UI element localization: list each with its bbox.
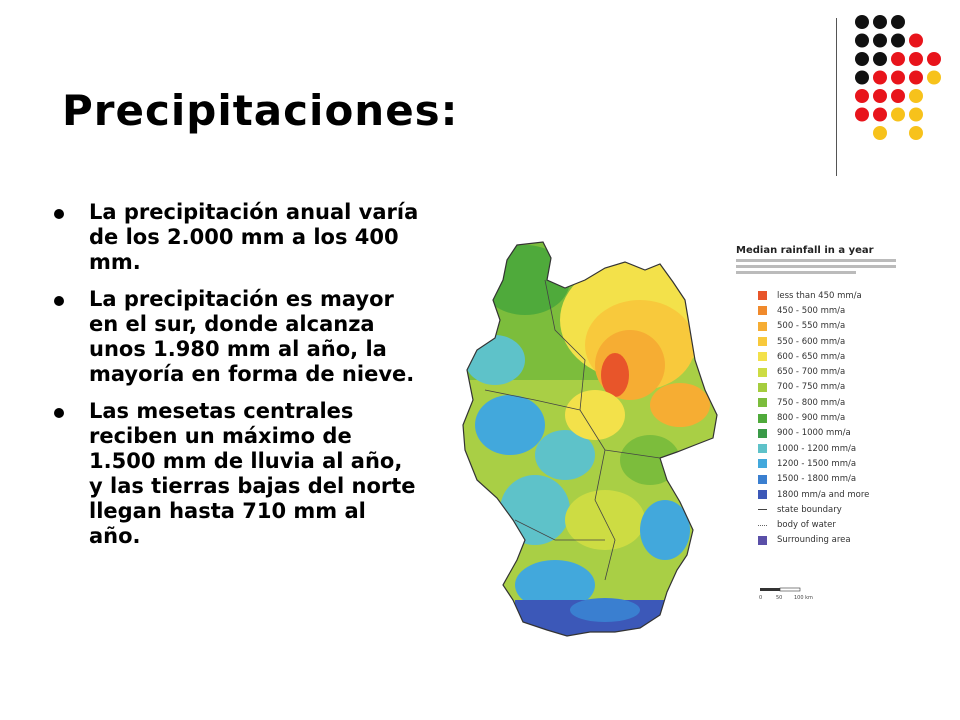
decorative-dot xyxy=(855,15,869,29)
legend-swatch xyxy=(758,322,767,331)
bullet-dot-icon xyxy=(54,209,64,219)
legend-swatch xyxy=(758,352,767,361)
legend-swatch xyxy=(758,429,767,438)
legend-item xyxy=(736,487,916,502)
legend-label: 1800 mm/a and more xyxy=(777,489,870,500)
bullet-dot-icon xyxy=(54,408,64,418)
legend-item xyxy=(736,533,916,548)
legend-item xyxy=(736,334,916,349)
decorative-dot xyxy=(873,52,887,66)
legend-item xyxy=(736,517,916,532)
legend-swatch xyxy=(758,536,767,545)
legend-label: 700 - 750 mm/a xyxy=(777,382,846,393)
legend-swatch xyxy=(758,291,767,300)
decorative-dot xyxy=(891,71,905,85)
bullet-item xyxy=(52,200,422,275)
legend-label: body of water xyxy=(777,520,836,531)
legend-item xyxy=(736,303,916,318)
bullet-item xyxy=(52,399,422,549)
legend-swatch xyxy=(758,306,767,315)
legend-subtitle-line xyxy=(736,271,856,274)
bullet-text: La precipitación anual varía de los 2.000 mm a los 400 mm. xyxy=(89,200,419,274)
legend-swatch xyxy=(758,368,767,377)
map-scale-bar xyxy=(758,585,818,605)
bullet-text: La precipitación es mayor en el sur, donde alcanza unos 1.980 mm al año, la mayoría en forma de nieve. xyxy=(89,287,415,386)
decorative-dot xyxy=(873,108,887,122)
legend-item xyxy=(736,288,916,303)
legend-label: 600 - 650 mm/a xyxy=(777,351,846,362)
decorative-dot xyxy=(873,89,887,103)
legend-swatch xyxy=(758,509,767,510)
decorative-dot xyxy=(873,34,887,48)
legend-label: Surrounding area xyxy=(777,535,851,546)
legend-label: 500 - 550 mm/a xyxy=(777,321,846,332)
legend-item xyxy=(736,380,916,395)
legend-swatch xyxy=(758,383,767,392)
decorative-dot xyxy=(909,89,923,103)
legend-item xyxy=(736,441,916,456)
legend-title: Median rainfall in a year xyxy=(736,245,874,256)
bullet-text: Las mesetas centrales reciben un máximo de 1.500 mm de lluvia al año, y las tierras bajas del norte llegan hasta 710 mm al año. xyxy=(89,399,416,548)
legend-item xyxy=(736,395,916,410)
legend-item xyxy=(736,472,916,487)
decorative-dot xyxy=(891,52,905,66)
decorative-dot xyxy=(891,34,905,48)
legend-item xyxy=(736,426,916,441)
decorative-dot-grid xyxy=(0,0,960,180)
decorative-dot xyxy=(855,89,869,103)
decorative-dot xyxy=(909,34,923,48)
legend-label: 1000 - 1200 mm/a xyxy=(777,443,857,454)
decorative-dot xyxy=(891,15,905,29)
decorative-dot xyxy=(927,71,941,85)
decorative-dot xyxy=(909,108,923,122)
bullet-list xyxy=(52,200,422,561)
decorative-dot xyxy=(855,71,869,85)
legend-item xyxy=(736,349,916,364)
legend-label: 450 - 500 mm/a xyxy=(777,305,846,316)
decorative-dot xyxy=(891,108,905,122)
legend-subtitle-line xyxy=(736,259,896,262)
legend-label: 800 - 900 mm/a xyxy=(777,413,846,424)
legend-label: state boundary xyxy=(777,504,842,515)
legend-label: 1500 - 1800 mm/a xyxy=(777,474,857,485)
map-legend xyxy=(736,245,916,548)
bullet-item xyxy=(52,287,422,387)
decorative-dot xyxy=(873,126,887,140)
legend-item xyxy=(736,364,916,379)
scale-label: 100 km xyxy=(794,595,813,601)
legend-label: 550 - 600 mm/a xyxy=(777,336,846,347)
decorative-dot xyxy=(873,15,887,29)
legend-swatch xyxy=(758,337,767,346)
legend-item xyxy=(736,410,916,425)
legend-label: 1200 - 1500 mm/a xyxy=(777,458,857,469)
decorative-dot xyxy=(909,52,923,66)
decorative-dot xyxy=(873,71,887,85)
bullet-dot-icon xyxy=(54,296,64,306)
decorative-dot xyxy=(855,108,869,122)
scale-label: 0 xyxy=(759,595,763,601)
decorative-dot xyxy=(891,89,905,103)
germany-rainfall-map xyxy=(455,240,725,640)
legend-swatch xyxy=(758,459,767,468)
decorative-dot xyxy=(927,52,941,66)
legend-swatch xyxy=(758,525,767,526)
legend-item xyxy=(736,456,916,471)
legend-item xyxy=(736,502,916,517)
legend-swatch xyxy=(758,490,767,499)
slide-title: Precipitaciones: xyxy=(62,86,459,135)
decorative-dot xyxy=(909,126,923,140)
legend-label: 900 - 1000 mm/a xyxy=(777,428,851,439)
legend-swatch xyxy=(758,444,767,453)
legend-label: less than 450 mm/a xyxy=(777,290,862,301)
legend-swatch xyxy=(758,414,767,423)
decorative-dot xyxy=(909,71,923,85)
legend-swatch xyxy=(758,475,767,484)
decorative-dot xyxy=(855,34,869,48)
scale-label: 50 xyxy=(776,595,783,601)
legend-label: 750 - 800 mm/a xyxy=(777,397,846,408)
legend-item xyxy=(736,319,916,334)
legend-label: 650 - 700 mm/a xyxy=(777,367,846,378)
legend-subtitle-line xyxy=(736,265,896,268)
decorative-dot xyxy=(855,52,869,66)
legend-swatch xyxy=(758,398,767,407)
